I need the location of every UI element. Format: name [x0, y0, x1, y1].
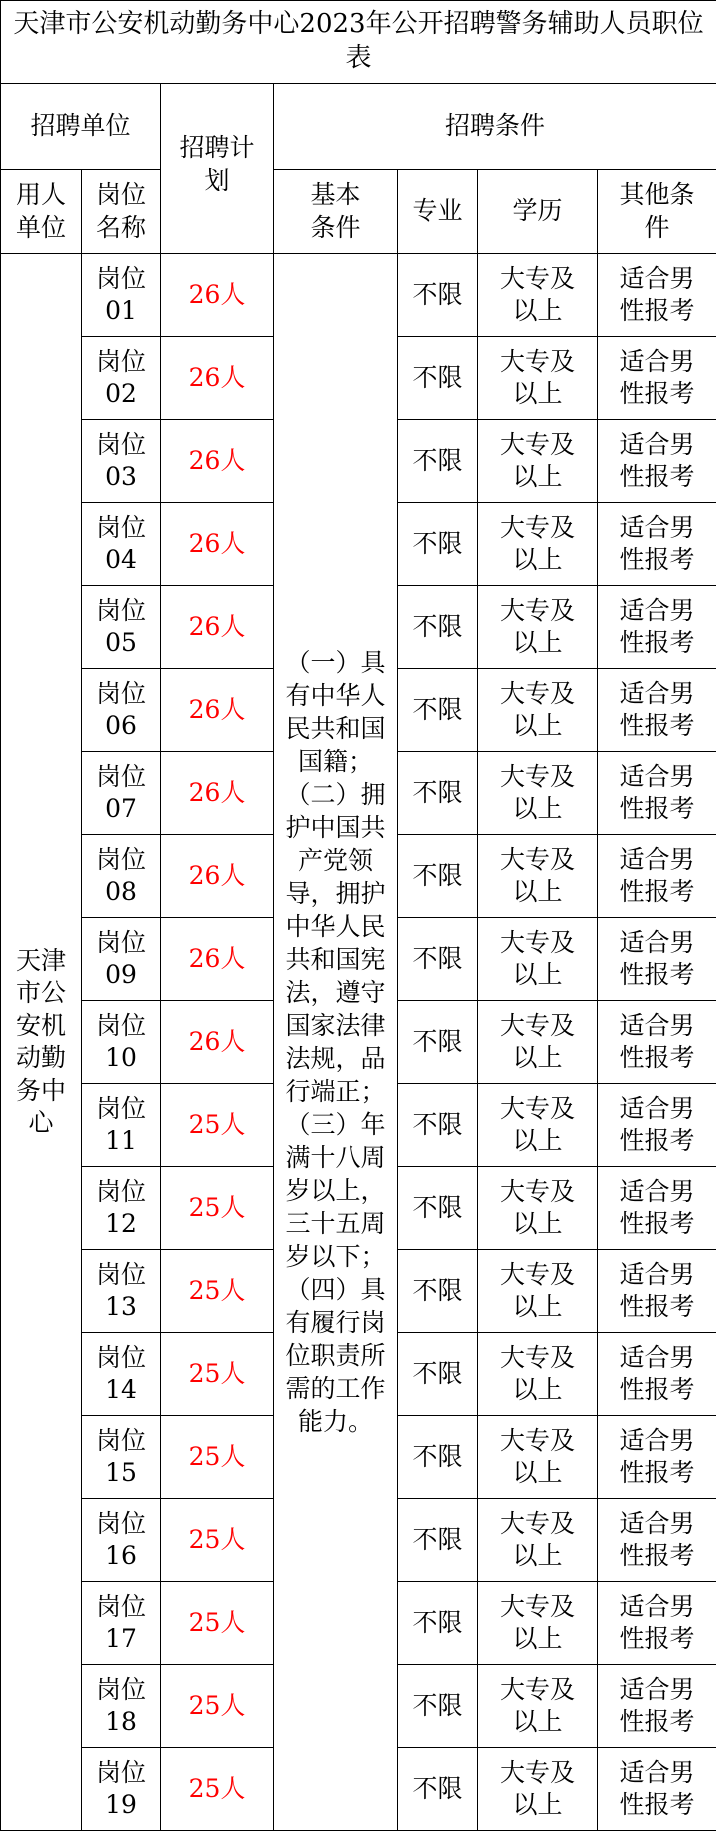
other-conditions-cell — [598, 1748, 716, 1831]
position-name: 岗位12 — [94, 1176, 148, 1241]
education: 大专及以上 — [496, 595, 580, 660]
basic-conditions-cell — [274, 254, 398, 1831]
other-conditions-cell — [598, 586, 716, 669]
major: 不限 — [412, 1774, 462, 1803]
table-title — [1, 1, 716, 84]
plan-count-cell — [161, 1333, 274, 1416]
major-cell — [398, 1167, 478, 1250]
header-plan — [161, 84, 274, 254]
other-conditions: 适合男性报考 — [615, 429, 699, 494]
other-conditions: 适合男性报考 — [615, 844, 699, 909]
major: 不限 — [412, 363, 462, 392]
education-cell — [478, 1001, 598, 1084]
position-name-cell — [82, 1167, 161, 1250]
plan-count: 25人 — [189, 1110, 246, 1139]
position-name-cell — [82, 918, 161, 1001]
header-education-text: 学历 — [512, 196, 562, 225]
basic-conditions-text: （一）具有中华人民共和国国籍；（二）拥护中国共产党领导，拥护中华人民共和国宪法，遵守国家法律法规，品行端正；（三）年满十八周岁以上，三十五周岁以下；（四）具有履行岗位职责所需的工作能力。 — [282, 646, 390, 1438]
position-name: 岗位03 — [94, 429, 148, 494]
major: 不限 — [412, 1027, 462, 1056]
education-cell — [478, 1748, 598, 1831]
education-cell — [478, 669, 598, 752]
other-conditions-cell — [598, 1665, 716, 1748]
other-conditions-cell — [598, 254, 716, 337]
plan-count-cell — [161, 1167, 274, 1250]
plan-count: 25人 — [189, 1442, 246, 1471]
education-cell — [478, 1582, 598, 1665]
header-major — [398, 170, 478, 254]
other-conditions: 适合男性报考 — [615, 346, 699, 411]
other-conditions-cell — [598, 1250, 716, 1333]
major-cell — [398, 835, 478, 918]
other-conditions: 适合男性报考 — [615, 1010, 699, 1075]
header-position-name — [82, 170, 161, 254]
education: 大专及以上 — [496, 1342, 580, 1407]
major-cell — [398, 1416, 478, 1499]
major: 不限 — [412, 944, 462, 973]
position-name-cell — [82, 586, 161, 669]
position-name: 岗位01 — [94, 263, 148, 328]
plan-count: 26人 — [189, 861, 246, 890]
education: 大专及以上 — [496, 761, 580, 826]
other-conditions-cell — [598, 420, 716, 503]
education-cell — [478, 1250, 598, 1333]
major: 不限 — [412, 612, 462, 641]
education-cell — [478, 503, 598, 586]
other-conditions: 适合男性报考 — [615, 595, 699, 660]
major: 不限 — [412, 1193, 462, 1222]
education: 大专及以上 — [496, 1093, 580, 1158]
plan-count-cell — [161, 1084, 274, 1167]
plan-count: 26人 — [189, 778, 246, 807]
position-name: 岗位18 — [94, 1674, 148, 1739]
other-conditions: 适合男性报考 — [615, 927, 699, 992]
major: 不限 — [412, 695, 462, 724]
position-name-cell — [82, 835, 161, 918]
other-conditions-cell — [598, 1084, 716, 1167]
plan-count-cell — [161, 752, 274, 835]
header-position-name-text: 岗位名称 — [94, 179, 148, 244]
position-name: 岗位14 — [94, 1342, 148, 1407]
other-conditions-cell — [598, 835, 716, 918]
position-name: 岗位19 — [94, 1757, 148, 1822]
plan-count: 26人 — [189, 944, 246, 973]
other-conditions: 适合男性报考 — [615, 678, 699, 743]
header-conditions-group-text: 招聘条件 — [445, 111, 545, 140]
major: 不限 — [412, 1276, 462, 1305]
plan-count: 25人 — [189, 1774, 246, 1803]
other-conditions: 适合男性报考 — [615, 1425, 699, 1490]
plan-count: 25人 — [189, 1276, 246, 1305]
major-cell — [398, 420, 478, 503]
education: 大专及以上 — [496, 1674, 580, 1739]
plan-count: 25人 — [189, 1525, 246, 1554]
major-cell — [398, 752, 478, 835]
major-cell — [398, 1665, 478, 1748]
education-cell — [478, 254, 598, 337]
position-name-cell — [82, 1001, 161, 1084]
major: 不限 — [412, 1608, 462, 1637]
major: 不限 — [412, 529, 462, 558]
plan-count: 25人 — [189, 1608, 246, 1637]
education: 大专及以上 — [496, 263, 580, 328]
header-unit-group — [1, 84, 161, 170]
education-cell — [478, 918, 598, 1001]
plan-count: 26人 — [189, 1027, 246, 1056]
major: 不限 — [412, 1525, 462, 1554]
education: 大专及以上 — [496, 1010, 580, 1075]
position-name-cell — [82, 1084, 161, 1167]
position-name: 岗位05 — [94, 595, 148, 660]
education-cell — [478, 1333, 598, 1416]
plan-count-cell — [161, 254, 274, 337]
major: 不限 — [412, 778, 462, 807]
plan-count-cell — [161, 1001, 274, 1084]
education-cell — [478, 1499, 598, 1582]
position-name-cell — [82, 337, 161, 420]
education: 大专及以上 — [496, 927, 580, 992]
header-other — [598, 170, 716, 254]
header-education — [478, 170, 598, 254]
other-conditions-cell — [598, 503, 716, 586]
position-name-cell — [82, 1333, 161, 1416]
plan-count-cell — [161, 1499, 274, 1582]
major-cell — [398, 1582, 478, 1665]
position-name: 岗位15 — [94, 1425, 148, 1490]
major-cell — [398, 918, 478, 1001]
plan-count: 26人 — [189, 695, 246, 724]
major-cell — [398, 1499, 478, 1582]
header-major-text: 专业 — [412, 196, 462, 225]
other-conditions: 适合男性报考 — [615, 1093, 699, 1158]
other-conditions-cell — [598, 1167, 716, 1250]
position-name-cell — [82, 669, 161, 752]
education: 大专及以上 — [496, 1259, 580, 1324]
position-name: 岗位13 — [94, 1259, 148, 1324]
plan-count: 25人 — [189, 1193, 246, 1222]
plan-count: 26人 — [189, 612, 246, 641]
education: 大专及以上 — [496, 1591, 580, 1656]
education-cell — [478, 835, 598, 918]
header-unit-group-text: 招聘单位 — [30, 111, 130, 140]
major-cell — [398, 254, 478, 337]
education-cell — [478, 420, 598, 503]
education: 大专及以上 — [496, 429, 580, 494]
plan-count: 25人 — [189, 1691, 246, 1720]
plan-count: 26人 — [189, 280, 246, 309]
plan-count-cell — [161, 503, 274, 586]
other-conditions-cell — [598, 669, 716, 752]
other-conditions: 适合男性报考 — [615, 1176, 699, 1241]
education: 大专及以上 — [496, 1425, 580, 1490]
table-row — [1, 254, 716, 337]
position-name-cell — [82, 1665, 161, 1748]
education: 大专及以上 — [496, 1508, 580, 1573]
other-conditions: 适合男性报考 — [615, 263, 699, 328]
position-name-cell — [82, 752, 161, 835]
header-basic — [274, 170, 398, 254]
other-conditions: 适合男性报考 — [615, 1259, 699, 1324]
plan-count-cell — [161, 337, 274, 420]
major: 不限 — [412, 861, 462, 890]
major-cell — [398, 1001, 478, 1084]
position-name: 岗位02 — [94, 346, 148, 411]
education-cell — [478, 1665, 598, 1748]
position-name: 岗位11 — [94, 1093, 148, 1158]
header-plan-text: 招聘计划 — [175, 132, 259, 197]
position-name-cell — [82, 254, 161, 337]
plan-count-cell — [161, 586, 274, 669]
major: 不限 — [412, 280, 462, 309]
education: 大专及以上 — [496, 346, 580, 411]
other-conditions: 适合男性报考 — [615, 1674, 699, 1739]
other-conditions: 适合男性报考 — [615, 1757, 699, 1822]
other-conditions-cell — [598, 752, 716, 835]
position-name: 岗位16 — [94, 1508, 148, 1573]
position-name: 岗位10 — [94, 1010, 148, 1075]
position-name-cell — [82, 1748, 161, 1831]
employer-cell — [1, 254, 82, 1831]
header-employer — [1, 170, 82, 254]
other-conditions: 适合男性报考 — [615, 761, 699, 826]
plan-count-cell — [161, 1416, 274, 1499]
header-employer-text: 用人单位 — [14, 179, 68, 244]
other-conditions: 适合男性报考 — [615, 1591, 699, 1656]
major-cell — [398, 586, 478, 669]
major: 不限 — [412, 446, 462, 475]
major-cell — [398, 1084, 478, 1167]
plan-count-cell — [161, 1582, 274, 1665]
education: 大专及以上 — [496, 1757, 580, 1822]
major: 不限 — [412, 1359, 462, 1388]
other-conditions: 适合男性报考 — [615, 512, 699, 577]
position-name: 岗位17 — [94, 1591, 148, 1656]
table-title-text: 天津市公安机动勤务中心2023年公开招聘警务辅助人员职位表 — [13, 9, 703, 73]
other-conditions-cell — [598, 1333, 716, 1416]
position-name: 岗位07 — [94, 761, 148, 826]
position-name: 岗位08 — [94, 844, 148, 909]
other-conditions-cell — [598, 1416, 716, 1499]
major-cell — [398, 1748, 478, 1831]
position-name: 岗位04 — [94, 512, 148, 577]
plan-count-cell — [161, 420, 274, 503]
major-cell — [398, 337, 478, 420]
plan-count-cell — [161, 669, 274, 752]
education-cell — [478, 752, 598, 835]
employer-name: 天津市公安机动勤务中心 — [13, 945, 69, 1140]
plan-count: 25人 — [189, 1359, 246, 1388]
position-name-cell — [82, 420, 161, 503]
header-other-text: 其他条件 — [615, 179, 699, 244]
other-conditions-cell — [598, 1582, 716, 1665]
education: 大专及以上 — [496, 512, 580, 577]
position-name: 岗位06 — [94, 678, 148, 743]
other-conditions: 适合男性报考 — [615, 1508, 699, 1573]
position-name-cell — [82, 1582, 161, 1665]
education: 大专及以上 — [496, 678, 580, 743]
major-cell — [398, 669, 478, 752]
major-cell — [398, 1333, 478, 1416]
other-conditions: 适合男性报考 — [615, 1342, 699, 1407]
education-cell — [478, 586, 598, 669]
plan-count: 26人 — [189, 446, 246, 475]
header-basic-text: 基本条件 — [309, 179, 363, 244]
other-conditions-cell — [598, 337, 716, 420]
plan-count-cell — [161, 1665, 274, 1748]
other-conditions-cell — [598, 1001, 716, 1084]
plan-count-cell — [161, 1250, 274, 1333]
major-cell — [398, 503, 478, 586]
education: 大专及以上 — [496, 844, 580, 909]
position-name-cell — [82, 1250, 161, 1333]
major: 不限 — [412, 1110, 462, 1139]
major: 不限 — [412, 1442, 462, 1471]
education-cell — [478, 337, 598, 420]
plan-count: 26人 — [189, 529, 246, 558]
other-conditions-cell — [598, 1499, 716, 1582]
header-conditions-group — [274, 84, 716, 170]
plan-count: 26人 — [189, 363, 246, 392]
other-conditions-cell — [598, 918, 716, 1001]
education-cell — [478, 1084, 598, 1167]
position-name-cell — [82, 503, 161, 586]
plan-count-cell — [161, 1748, 274, 1831]
position-name: 岗位09 — [94, 927, 148, 992]
plan-count-cell — [161, 918, 274, 1001]
major-cell — [398, 1250, 478, 1333]
plan-count-cell — [161, 835, 274, 918]
education-cell — [478, 1167, 598, 1250]
education: 大专及以上 — [496, 1176, 580, 1241]
education-cell — [478, 1416, 598, 1499]
major: 不限 — [412, 1691, 462, 1720]
position-name-cell — [82, 1499, 161, 1582]
position-name-cell — [82, 1416, 161, 1499]
